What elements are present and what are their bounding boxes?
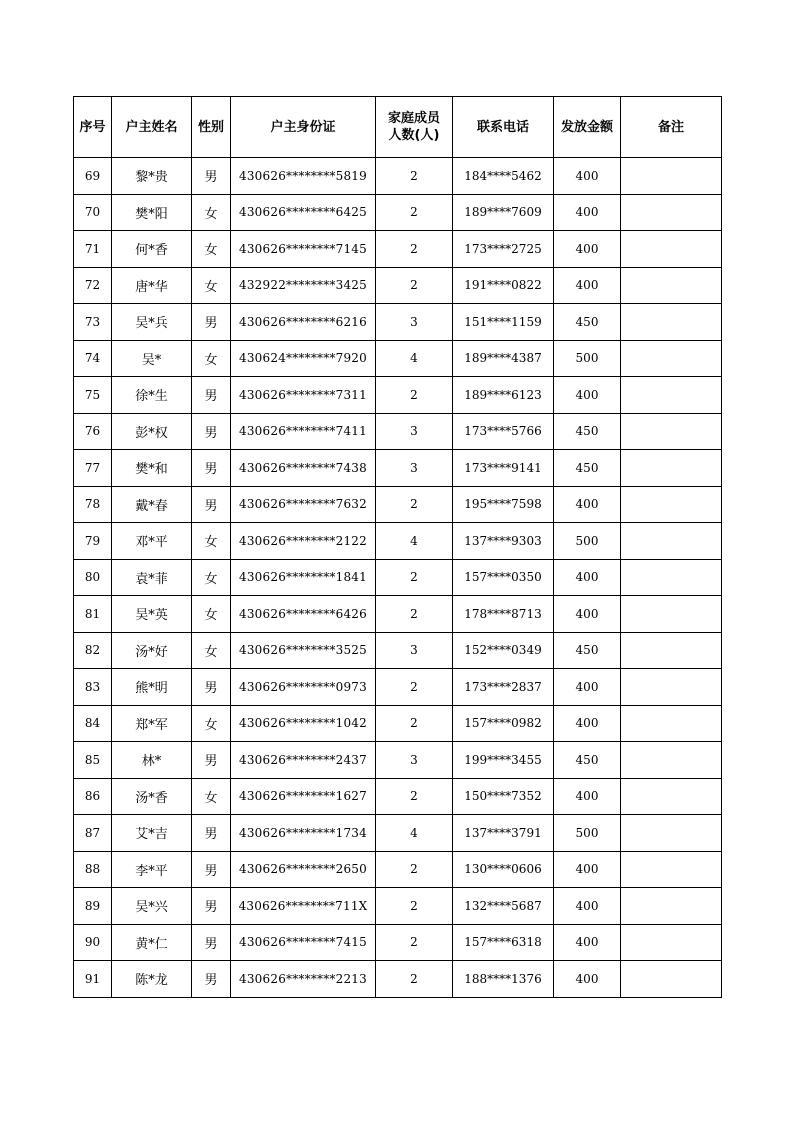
- cell-amount: 400: [554, 669, 621, 706]
- table-row: [74, 194, 722, 231]
- cell-seq: 69: [74, 158, 112, 195]
- cell-members: 2: [376, 377, 453, 414]
- cell-id: 430626********7145: [231, 231, 376, 268]
- table-row: [74, 340, 722, 377]
- household-subsidy-table: [73, 96, 722, 998]
- cell-seq: 83: [74, 669, 112, 706]
- cell-phone: 150****7352: [453, 778, 554, 815]
- cell-members: 2: [376, 705, 453, 742]
- cell-members: 2: [376, 486, 453, 523]
- cell-members: 2: [376, 194, 453, 231]
- table-row: [74, 304, 722, 341]
- cell-name: 吴*兴: [112, 888, 192, 925]
- cell-members: 4: [376, 523, 453, 560]
- cell-seq: 88: [74, 851, 112, 888]
- cell-gender: 女: [192, 596, 231, 633]
- cell-name: 林*: [112, 742, 192, 779]
- cell-note: [621, 194, 722, 231]
- cell-id: 430626********7438: [231, 450, 376, 487]
- cell-note: [621, 815, 722, 852]
- table-row: [74, 377, 722, 414]
- cell-seq: 80: [74, 559, 112, 596]
- table-row: [74, 851, 722, 888]
- cell-name: 邓*平: [112, 523, 192, 560]
- cell-gender: 女: [192, 705, 231, 742]
- cell-gender: 男: [192, 486, 231, 523]
- cell-note: [621, 961, 722, 998]
- cell-seq: 71: [74, 231, 112, 268]
- cell-phone: 137****9303: [453, 523, 554, 560]
- cell-seq: 72: [74, 267, 112, 304]
- table-row: [74, 705, 722, 742]
- cell-phone: 132****5687: [453, 888, 554, 925]
- cell-seq: 89: [74, 888, 112, 925]
- cell-name: 何*香: [112, 231, 192, 268]
- cell-seq: 86: [74, 778, 112, 815]
- cell-amount: 400: [554, 559, 621, 596]
- table-row: [74, 413, 722, 450]
- cell-amount: 400: [554, 194, 621, 231]
- cell-name: 吴*英: [112, 596, 192, 633]
- cell-id: 430626********1042: [231, 705, 376, 742]
- cell-amount: 450: [554, 413, 621, 450]
- cell-phone: 137****3791: [453, 815, 554, 852]
- header-id: 户主身份证: [231, 97, 376, 158]
- cell-name: 李*平: [112, 851, 192, 888]
- cell-amount: 450: [554, 304, 621, 341]
- header-phone: 联系电话: [453, 97, 554, 158]
- cell-phone: 157****0982: [453, 705, 554, 742]
- cell-phone: 157****0350: [453, 559, 554, 596]
- cell-note: [621, 231, 722, 268]
- header-amount: 发放金额: [554, 97, 621, 158]
- table-row: [74, 742, 722, 779]
- cell-members: 2: [376, 961, 453, 998]
- table-row: [74, 924, 722, 961]
- cell-members: 4: [376, 340, 453, 377]
- header-name: 户主姓名: [112, 97, 192, 158]
- cell-id: 430626********0973: [231, 669, 376, 706]
- cell-members: 3: [376, 450, 453, 487]
- table-header: [74, 97, 722, 158]
- cell-phone: 189****7609: [453, 194, 554, 231]
- cell-id: 432922********3425: [231, 267, 376, 304]
- cell-amount: 400: [554, 158, 621, 195]
- cell-name: 徐*生: [112, 377, 192, 414]
- cell-amount: 500: [554, 815, 621, 852]
- cell-phone: 195****7598: [453, 486, 554, 523]
- cell-seq: 82: [74, 632, 112, 669]
- cell-seq: 74: [74, 340, 112, 377]
- cell-phone: 130****0606: [453, 851, 554, 888]
- cell-members: 3: [376, 413, 453, 450]
- cell-name: 艾*吉: [112, 815, 192, 852]
- cell-name: 郑*军: [112, 705, 192, 742]
- cell-note: [621, 924, 722, 961]
- cell-phone: 173****2837: [453, 669, 554, 706]
- cell-name: 陈*龙: [112, 961, 192, 998]
- cell-amount: 400: [554, 888, 621, 925]
- cell-name: 袁*菲: [112, 559, 192, 596]
- cell-gender: 男: [192, 413, 231, 450]
- cell-seq: 87: [74, 815, 112, 852]
- table-row: [74, 596, 722, 633]
- cell-gender: 男: [192, 377, 231, 414]
- cell-id: 430626********2213: [231, 961, 376, 998]
- cell-id: 430624********7920: [231, 340, 376, 377]
- cell-seq: 79: [74, 523, 112, 560]
- cell-phone: 188****1376: [453, 961, 554, 998]
- cell-gender: 男: [192, 158, 231, 195]
- cell-note: [621, 377, 722, 414]
- cell-amount: 400: [554, 851, 621, 888]
- cell-name: 熊*明: [112, 669, 192, 706]
- cell-amount: 400: [554, 231, 621, 268]
- cell-amount: 400: [554, 377, 621, 414]
- table-row: [74, 450, 722, 487]
- cell-amount: 400: [554, 778, 621, 815]
- cell-gender: 女: [192, 340, 231, 377]
- cell-seq: 75: [74, 377, 112, 414]
- cell-phone: 184****5462: [453, 158, 554, 195]
- cell-gender: 男: [192, 888, 231, 925]
- cell-note: [621, 413, 722, 450]
- cell-phone: 178****8713: [453, 596, 554, 633]
- cell-amount: 400: [554, 486, 621, 523]
- cell-members: 2: [376, 559, 453, 596]
- cell-id: 430626********6425: [231, 194, 376, 231]
- table-row: [74, 815, 722, 852]
- cell-members: 2: [376, 669, 453, 706]
- table-row: [74, 961, 722, 998]
- cell-members: 2: [376, 851, 453, 888]
- cell-name: 吴*: [112, 340, 192, 377]
- cell-members: 4: [376, 815, 453, 852]
- cell-members: 2: [376, 778, 453, 815]
- table-row: [74, 523, 722, 560]
- cell-gender: 男: [192, 742, 231, 779]
- cell-phone: 173****9141: [453, 450, 554, 487]
- cell-gender: 男: [192, 924, 231, 961]
- cell-members: 2: [376, 888, 453, 925]
- cell-seq: 84: [74, 705, 112, 742]
- table-body: [74, 158, 722, 998]
- cell-id: 430626********6216: [231, 304, 376, 341]
- cell-gender: 女: [192, 267, 231, 304]
- cell-phone: 189****4387: [453, 340, 554, 377]
- cell-gender: 男: [192, 815, 231, 852]
- cell-gender: 男: [192, 304, 231, 341]
- header-members: 家庭成员人数(人): [376, 97, 453, 158]
- cell-note: [621, 486, 722, 523]
- table-row: [74, 158, 722, 195]
- cell-note: [621, 304, 722, 341]
- cell-amount: 400: [554, 267, 621, 304]
- cell-note: [621, 669, 722, 706]
- cell-phone: 157****6318: [453, 924, 554, 961]
- cell-seq: 77: [74, 450, 112, 487]
- cell-id: 430626********6426: [231, 596, 376, 633]
- cell-seq: 91: [74, 961, 112, 998]
- cell-note: [621, 158, 722, 195]
- cell-members: 3: [376, 304, 453, 341]
- cell-note: [621, 450, 722, 487]
- cell-members: 2: [376, 231, 453, 268]
- cell-phone: 191****0822: [453, 267, 554, 304]
- table-row: [74, 267, 722, 304]
- cell-seq: 78: [74, 486, 112, 523]
- cell-name: 汤*香: [112, 778, 192, 815]
- cell-note: [621, 851, 722, 888]
- cell-phone: 152****0349: [453, 632, 554, 669]
- cell-gender: 女: [192, 523, 231, 560]
- table-row: [74, 231, 722, 268]
- cell-phone: 173****5766: [453, 413, 554, 450]
- cell-id: 430626********3525: [231, 632, 376, 669]
- cell-note: [621, 705, 722, 742]
- cell-amount: 500: [554, 340, 621, 377]
- cell-members: 2: [376, 267, 453, 304]
- cell-seq: 73: [74, 304, 112, 341]
- cell-members: 3: [376, 742, 453, 779]
- cell-gender: 女: [192, 632, 231, 669]
- cell-members: 2: [376, 158, 453, 195]
- cell-amount: 450: [554, 450, 621, 487]
- cell-gender: 女: [192, 231, 231, 268]
- header-seq: 序号: [74, 97, 112, 158]
- cell-note: [621, 742, 722, 779]
- cell-seq: 85: [74, 742, 112, 779]
- cell-name: 樊*和: [112, 450, 192, 487]
- cell-name: 樊*阳: [112, 194, 192, 231]
- cell-id: 430626********7415: [231, 924, 376, 961]
- cell-note: [621, 267, 722, 304]
- cell-note: [621, 596, 722, 633]
- cell-amount: 400: [554, 596, 621, 633]
- cell-phone: 173****2725: [453, 231, 554, 268]
- cell-amount: 400: [554, 705, 621, 742]
- cell-gender: 男: [192, 961, 231, 998]
- header-note: 备注: [621, 97, 722, 158]
- cell-amount: 400: [554, 924, 621, 961]
- cell-seq: 90: [74, 924, 112, 961]
- cell-id: 430626********7311: [231, 377, 376, 414]
- cell-name: 吴*兵: [112, 304, 192, 341]
- table-row: [74, 778, 722, 815]
- cell-amount: 500: [554, 523, 621, 560]
- cell-name: 彭*权: [112, 413, 192, 450]
- cell-id: 430626********1627: [231, 778, 376, 815]
- cell-id: 430626********7411: [231, 413, 376, 450]
- cell-note: [621, 340, 722, 377]
- cell-phone: 199****3455: [453, 742, 554, 779]
- cell-id: 430626********1734: [231, 815, 376, 852]
- cell-gender: 男: [192, 450, 231, 487]
- cell-note: [621, 778, 722, 815]
- cell-gender: 男: [192, 851, 231, 888]
- cell-name: 戴*春: [112, 486, 192, 523]
- cell-id: 430626********5819: [231, 158, 376, 195]
- table-row: [74, 888, 722, 925]
- header-row: [74, 97, 722, 158]
- cell-members: 3: [376, 632, 453, 669]
- cell-id: 430626********2437: [231, 742, 376, 779]
- table-row: [74, 669, 722, 706]
- table-row: [74, 632, 722, 669]
- header-gender: 性别: [192, 97, 231, 158]
- cell-gender: 女: [192, 559, 231, 596]
- cell-name: 唐*华: [112, 267, 192, 304]
- cell-seq: 81: [74, 596, 112, 633]
- cell-note: [621, 523, 722, 560]
- cell-id: 430626********711X: [231, 888, 376, 925]
- cell-phone: 189****6123: [453, 377, 554, 414]
- cell-id: 430626********2650: [231, 851, 376, 888]
- cell-name: 汤*好: [112, 632, 192, 669]
- table-row: [74, 559, 722, 596]
- cell-members: 2: [376, 924, 453, 961]
- cell-name: 黎*贵: [112, 158, 192, 195]
- cell-gender: 男: [192, 669, 231, 706]
- cell-gender: 女: [192, 778, 231, 815]
- cell-amount: 450: [554, 742, 621, 779]
- table-row: [74, 486, 722, 523]
- cell-amount: 450: [554, 632, 621, 669]
- cell-members: 2: [376, 596, 453, 633]
- cell-id: 430626********7632: [231, 486, 376, 523]
- cell-seq: 70: [74, 194, 112, 231]
- cell-amount: 400: [554, 961, 621, 998]
- cell-note: [621, 559, 722, 596]
- cell-note: [621, 632, 722, 669]
- cell-note: [621, 888, 722, 925]
- cell-gender: 女: [192, 194, 231, 231]
- cell-phone: 151****1159: [453, 304, 554, 341]
- cell-name: 黄*仁: [112, 924, 192, 961]
- cell-id: 430626********2122: [231, 523, 376, 560]
- cell-seq: 76: [74, 413, 112, 450]
- cell-id: 430626********1841: [231, 559, 376, 596]
